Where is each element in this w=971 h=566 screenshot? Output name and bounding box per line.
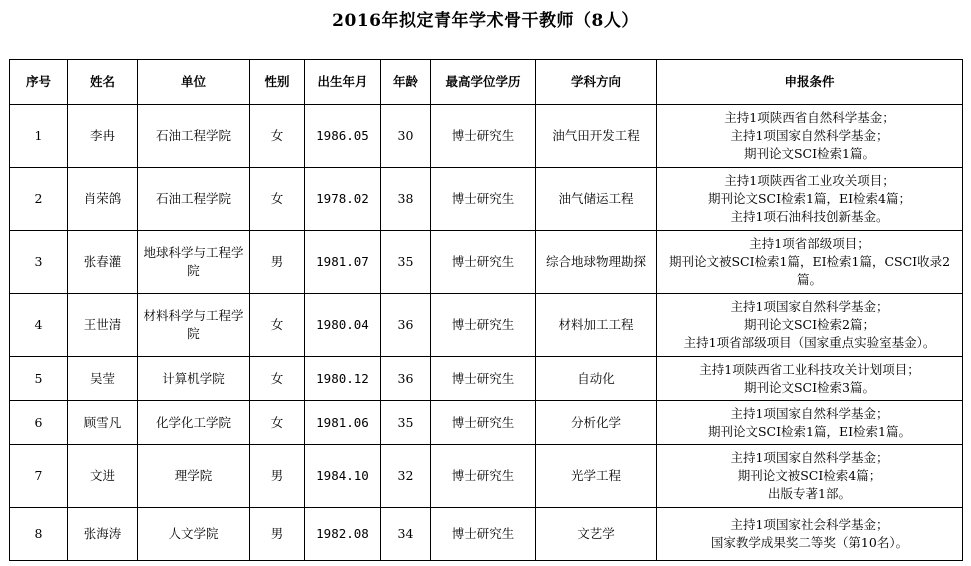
document-title: 2016年拟定青年学术骨干教师（8人） [332, 11, 639, 31]
discipline-field: 材料加工工程 [536, 294, 657, 357]
teacher-unit: 计算机学院 [138, 357, 250, 401]
condition-line: 主持1项国家自然科学基金； [730, 128, 889, 143]
table-row [10, 357, 963, 401]
discipline-field: 油气田开发工程 [536, 105, 657, 168]
condition-line: 期刊论文SCI检索1篇。 [743, 146, 876, 161]
row-number: 1 [10, 105, 68, 168]
application-conditions [657, 445, 963, 508]
application-conditions [657, 357, 963, 401]
teacher-gender: 女 [250, 357, 305, 401]
highest-degree: 博士研究生 [431, 231, 536, 294]
condition-line: 主持1项国家自然科学基金； [730, 450, 889, 465]
highest-degree: 博士研究生 [431, 168, 536, 231]
application-conditions [657, 294, 963, 357]
header-row [10, 60, 963, 105]
teacher-name: 王世清 [68, 294, 138, 357]
teacher-age: 35 [381, 231, 431, 294]
application-conditions [657, 401, 963, 445]
row-number: 7 [10, 445, 68, 508]
table-row [10, 294, 963, 357]
teacher-name: 李冉 [68, 105, 138, 168]
condition-line: 期刊论文被SCI检索1篇，EI检索1篇，CSCI收录2篇。 [668, 254, 951, 287]
birth-date: 1980.12 [305, 357, 381, 401]
teacher-unit: 材料科学与工程学院 [138, 294, 250, 357]
condition-line: 主持1项省部级项目； [749, 236, 870, 251]
teacher-age: 34 [381, 508, 431, 561]
row-number: 6 [10, 401, 68, 445]
highest-degree: 博士研究生 [431, 508, 536, 561]
teacher-age: 36 [381, 357, 431, 401]
teacher-age: 38 [381, 168, 431, 231]
table-row [10, 445, 963, 508]
header-conditions: 申报条件 [657, 60, 963, 105]
header-name: 姓名 [68, 60, 138, 105]
teacher-gender: 男 [250, 508, 305, 561]
teacher-age: 36 [381, 294, 431, 357]
row-number: 8 [10, 508, 68, 561]
teacher-unit: 石油工程学院 [138, 168, 250, 231]
teacher-unit: 人文学院 [138, 508, 250, 561]
birth-date: 1981.06 [305, 401, 381, 445]
condition-line: 主持1项石油科技创新基金。 [730, 209, 889, 224]
condition-line: 主持1项国家自然科学基金； [730, 405, 889, 421]
row-number: 4 [10, 294, 68, 357]
birth-date: 1980.04 [305, 294, 381, 357]
application-conditions [657, 168, 963, 231]
birth-date: 1978.02 [305, 168, 381, 231]
teacher-name: 文进 [68, 445, 138, 508]
highest-degree: 博士研究生 [431, 401, 536, 445]
teacher-gender: 女 [250, 168, 305, 231]
application-conditions [657, 105, 963, 168]
teacher-name: 张春灌 [68, 231, 138, 294]
birth-date: 1984.10 [305, 445, 381, 508]
application-conditions [657, 508, 963, 561]
highest-degree: 博士研究生 [431, 445, 536, 508]
application-conditions [657, 231, 963, 294]
teacher-name: 张海涛 [68, 508, 138, 561]
highest-degree: 博士研究生 [431, 357, 536, 401]
discipline-field: 油气储运工程 [536, 168, 657, 231]
teacher-gender: 女 [250, 401, 305, 445]
discipline-field: 自动化 [536, 357, 657, 401]
teacher-name: 顾雪凡 [68, 401, 138, 445]
header-age: 年龄 [381, 60, 431, 105]
table-row [10, 401, 963, 445]
birth-date: 1982.08 [305, 508, 381, 561]
teacher-unit: 地球科学与工程学院 [138, 231, 250, 294]
row-number: 2 [10, 168, 68, 231]
header-field: 学科方向 [536, 60, 657, 105]
birth-date: 1981.07 [305, 231, 381, 294]
teacher-name: 肖荣鸽 [68, 168, 138, 231]
condition-line: 期刊论文SCI检索2篇； [743, 317, 876, 332]
teacher-gender: 女 [250, 105, 305, 168]
table-row [10, 105, 963, 168]
row-number: 3 [10, 231, 68, 294]
discipline-field: 综合地球物理勘探 [536, 231, 657, 294]
teacher-gender: 男 [250, 445, 305, 508]
header-unit: 单位 [138, 60, 250, 105]
header-no: 序号 [10, 60, 68, 105]
table-row [10, 231, 963, 294]
condition-line: 期刊论文SCI检索3篇。 [743, 379, 876, 395]
condition-line: 主持1项陕西省工业攻关项目； [724, 173, 895, 188]
teacher-table [9, 59, 963, 561]
condition-line: 主持1项陕西省自然科学基金； [724, 110, 895, 125]
birth-date: 1986.05 [305, 105, 381, 168]
condition-line: 期刊论文SCI检索1篇，EI检索4篇； [707, 191, 912, 206]
row-number: 5 [10, 357, 68, 401]
table-row [10, 168, 963, 231]
header-gender: 性别 [250, 60, 305, 105]
condition-line: 期刊论文SCI检索1篇，EI检索1篇。 [707, 423, 912, 439]
highest-degree: 博士研究生 [431, 294, 536, 357]
teacher-name: 吴莹 [68, 357, 138, 401]
discipline-field: 光学工程 [536, 445, 657, 508]
teacher-gender: 女 [250, 294, 305, 357]
header-degree: 最高学位学历 [431, 60, 536, 105]
discipline-field: 分析化学 [536, 401, 657, 445]
condition-line: 主持1项国家社会科学基金； [730, 517, 889, 532]
teacher-unit: 石油工程学院 [138, 105, 250, 168]
teacher-unit: 理学院 [138, 445, 250, 508]
condition-line: 主持1项国家自然科学基金； [730, 299, 889, 314]
condition-line: 期刊论文被SCI检索4篇； [737, 468, 882, 483]
condition-line: 出版专著1部。 [768, 486, 851, 501]
header-birth: 出生年月 [305, 60, 381, 105]
teacher-age: 30 [381, 105, 431, 168]
discipline-field: 文艺学 [536, 508, 657, 561]
teacher-age: 32 [381, 445, 431, 508]
condition-line: 主持1项陕西省工业科技攻关计划项目； [699, 361, 920, 377]
highest-degree: 博士研究生 [431, 105, 536, 168]
teacher-gender: 男 [250, 231, 305, 294]
teacher-age: 35 [381, 401, 431, 445]
condition-line: 国家教学成果奖二等奖（第10名）。 [710, 535, 909, 550]
condition-line: 主持1项省部级项目（国家重点实验室基金）。 [683, 335, 936, 350]
table-row [10, 508, 963, 561]
teacher-unit: 化学化工学院 [138, 401, 250, 445]
